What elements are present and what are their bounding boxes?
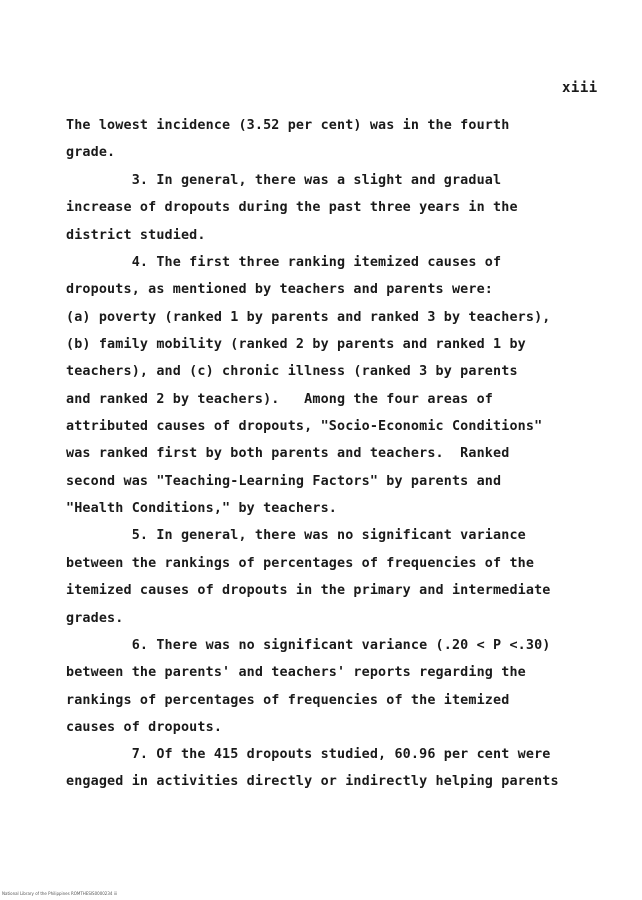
text-line: (b) family mobility (ranked 2 by parents and ranked 1 by	[66, 337, 526, 352]
text-line: grade.	[66, 145, 116, 160]
text-line: teachers), and (c) chronic illness (ranked 3 by parents	[66, 364, 518, 379]
text-line: between the parents' and teachers' reports regarding the	[66, 665, 526, 680]
text-line: 4. The first three ranking itemized causes of	[66, 255, 502, 270]
text-line: dropouts, as mentioned by teachers and parents were:	[66, 282, 494, 297]
text-line: 6. There was no significant variance (.20 < P <.30)	[66, 638, 551, 653]
text-line: itemized causes of dropouts in the primary and intermediate	[66, 583, 551, 598]
text-line: "Health Conditions," by teachers.	[66, 501, 337, 516]
text-line: attributed causes of dropouts, "Socio-Economic Conditions"	[66, 419, 543, 434]
text-line: engaged in activities directly or indirectly helping parents	[66, 774, 559, 789]
text-line: second was "Teaching-Learning Factors" by parents and	[66, 474, 502, 489]
text-line: 5. In general, there was no significant variance	[66, 528, 526, 543]
text-line: 7. Of the 415 dropouts studied, 60.96 per cent were	[66, 747, 551, 762]
text-line: district studied.	[66, 228, 206, 243]
text-line: and ranked 2 by teachers). Among the four areas of	[66, 392, 494, 407]
text-line: grades.	[66, 611, 124, 626]
text-line: The lowest incidence (3.52 per cent) was in the fourth	[66, 118, 510, 133]
text-line: between the rankings of percentages of frequencies of the	[66, 556, 535, 571]
text-line: was ranked first by both parents and teachers. Ranked	[66, 446, 510, 461]
text-line: 3. In general, there was a slight and gradual	[66, 173, 502, 188]
scan-footer: National Library of the Philippines ROMTHESIS0000234 iii	[2, 891, 118, 896]
text-line: rankings of percentages of frequencies of the itemized	[66, 693, 510, 708]
text-line: increase of dropouts during the past three years in the	[66, 200, 518, 215]
text-line: causes of dropouts.	[66, 720, 223, 735]
page-number: xiii	[562, 80, 598, 96]
text-line: (a) poverty (ranked 1 by parents and ranked 3 by teachers),	[66, 310, 551, 325]
